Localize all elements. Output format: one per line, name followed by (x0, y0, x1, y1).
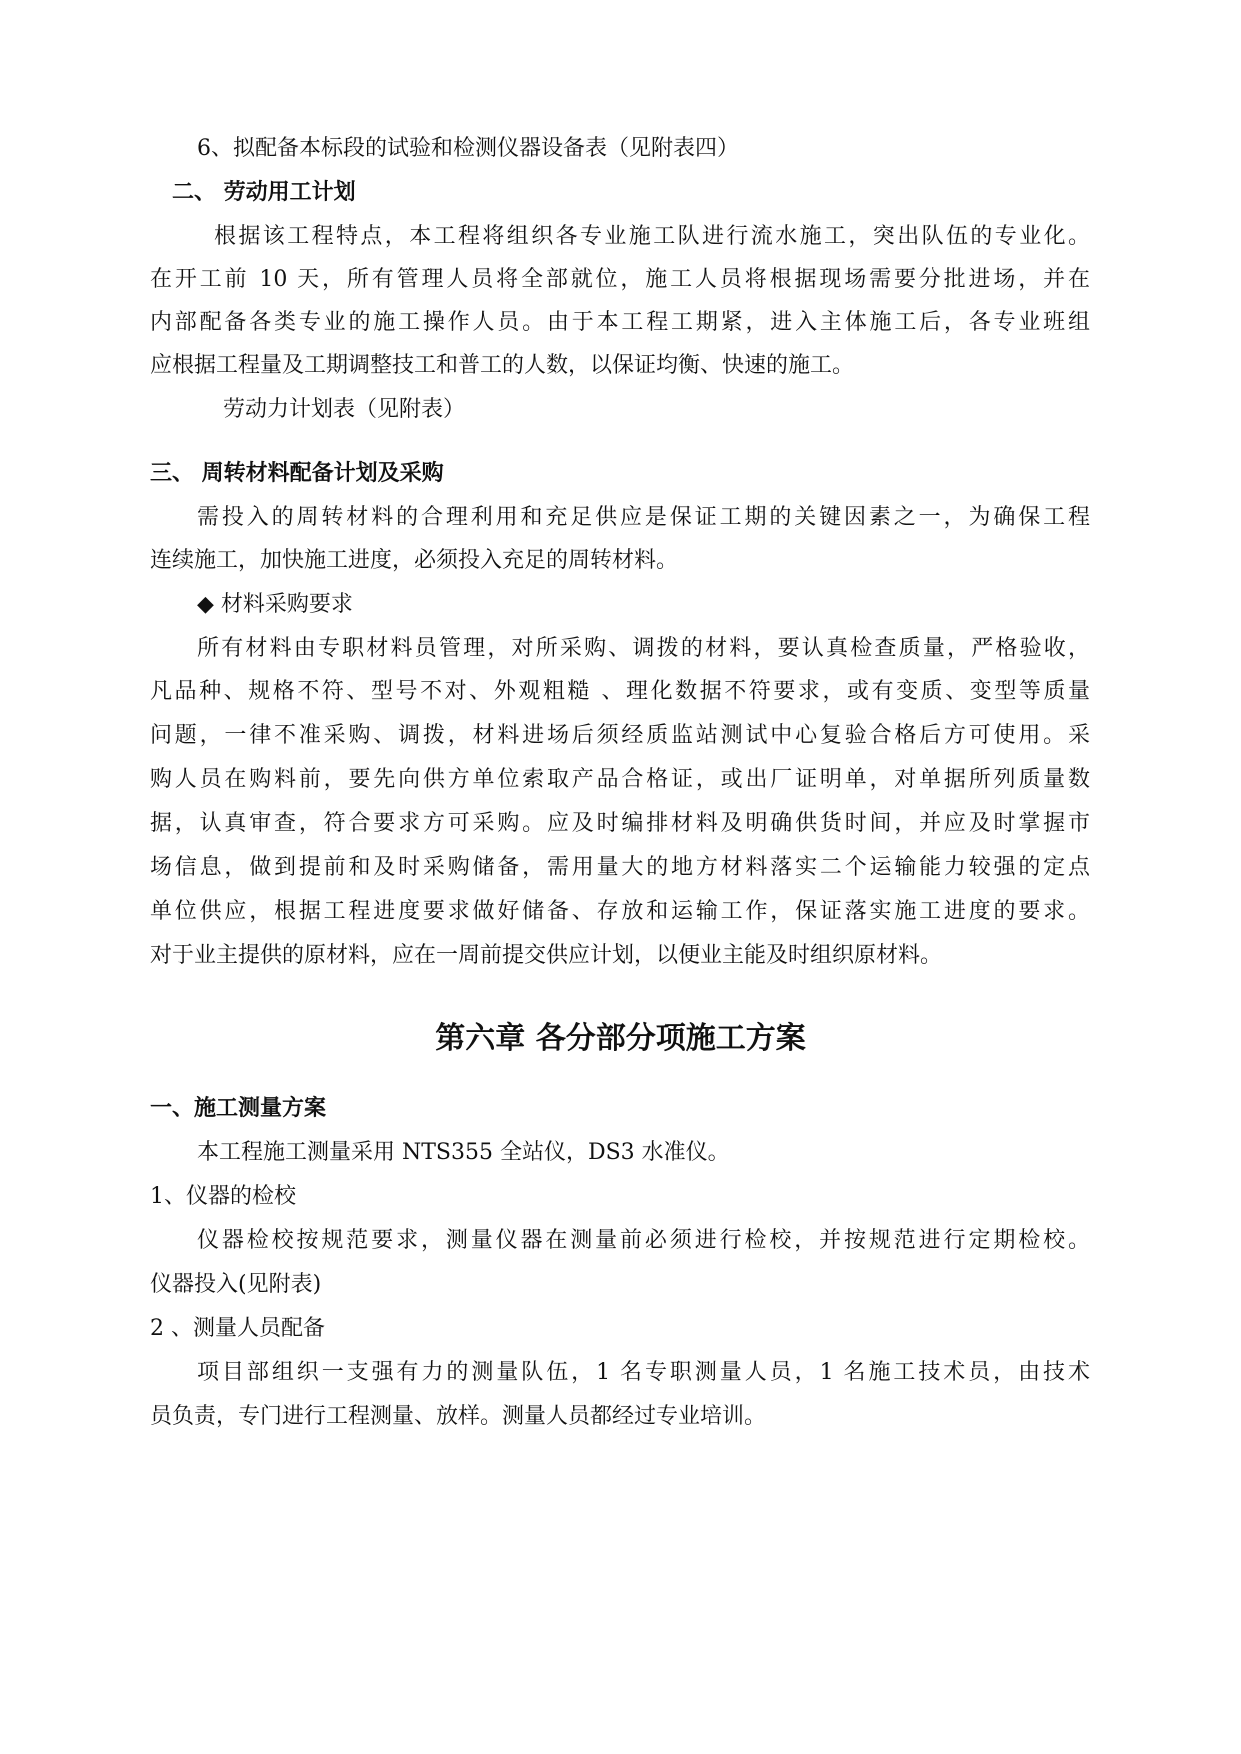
labor-plan-table-note: 劳动力计划表（见附表） (223, 397, 466, 422)
paragraph-line: 单位供应，根据工程进度要求做好储备、存放和运输工作，保证落实施工进度的要求。 (150, 899, 1090, 924)
paragraph-line: 所有材料由专职材料员管理，对所采购、调拨的材料，要认真检查质量，严格验收， (197, 636, 1090, 661)
paragraph-line: 根据该工程特点，本工程将组织各专业施工队进行流水施工，突出队伍的专业化。 (214, 224, 1090, 249)
paragraph-line: 员负责，专门进行工程测量、放样。测量人员都经过专业培训。 (150, 1404, 767, 1429)
paragraph-line: 需投入的周转材料的合理利用和充足供应是保证工期的关键因素之一，为确保工程 (197, 505, 1090, 530)
paragraph-line: 场信息，做到提前和及时采购储备，需用量大的地方材料落实二个运输能力较强的定点 (150, 855, 1090, 880)
item-6-equipment-table: 6、拟配备本标段的试验和检测仪器设备表（见附表四） (197, 136, 739, 161)
paragraph-line: 对于业主提供的原材料，应在一周前提交供应计划，以便业主能及时组织原材料。 (150, 943, 943, 968)
paragraph-line: 内部配备各类专业的施工操作人员。由于本工程工期紧，进入主体施工后，各专业班组 (150, 310, 1090, 335)
section-heading-labor-plan: 二、 劳动用工计划 (172, 180, 356, 205)
subheading-survey-staffing: 2 、测量人员配备 (150, 1316, 325, 1341)
paragraph-line: 在开工前 10 天，所有管理人员将全部就位，施工人员将根据现场需要分批进场，并在 (150, 267, 1090, 292)
paragraph-line: 据，认真审查，符合要求方可采购。应及时编排材料及明确供货时间，并应及时掌握市 (150, 811, 1090, 836)
paragraph-line: 连续施工，加快施工进度，必须投入充足的周转材料。 (150, 548, 679, 573)
paragraph-line: 问题，一律不准采购、调拨，材料进场后须经质监站测试中心复验合格后方可使用。采 (150, 723, 1090, 748)
paragraph-line: 应根据工程量及工期调整技工和普工的人数，以保证均衡、快速的施工。 (150, 353, 855, 378)
chapter-title: 第六章 各分部分项施工方案 (435, 1021, 806, 1056)
section-heading-survey-plan: 一、施工测量方案 (150, 1096, 327, 1121)
section-heading-materials: 三、 周转材料配备计划及采购 (150, 461, 444, 486)
paragraph-line: 本工程施工测量采用 NTS355 全站仪，DS3 水准仪。 (197, 1140, 730, 1165)
paragraph-line: 购人员在购料前，要先向供方单位索取产品合格证，或出厂证明单，对单据所列质量数 (150, 767, 1090, 792)
paragraph-line: 项目部组织一支强有力的测量队伍，1 名专职测量人员，1 名施工技术员，由技术 (197, 1360, 1090, 1385)
paragraph-line: 凡品种、规格不符、型号不对、外观粗糙 、理化数据不符要求，或有变质、变型等质量 (150, 679, 1090, 704)
paragraph-line: 仪器投入(见附表) (150, 1272, 322, 1297)
subheading-instrument-calibration: 1、仪器的检校 (150, 1184, 296, 1209)
paragraph-line: 仪器检校按规范要求，测量仪器在测量前必须进行检校，并按规范进行定期检校。 (197, 1228, 1090, 1253)
bullet-procurement-requirements: ◆ 材料采购要求 (197, 592, 353, 617)
